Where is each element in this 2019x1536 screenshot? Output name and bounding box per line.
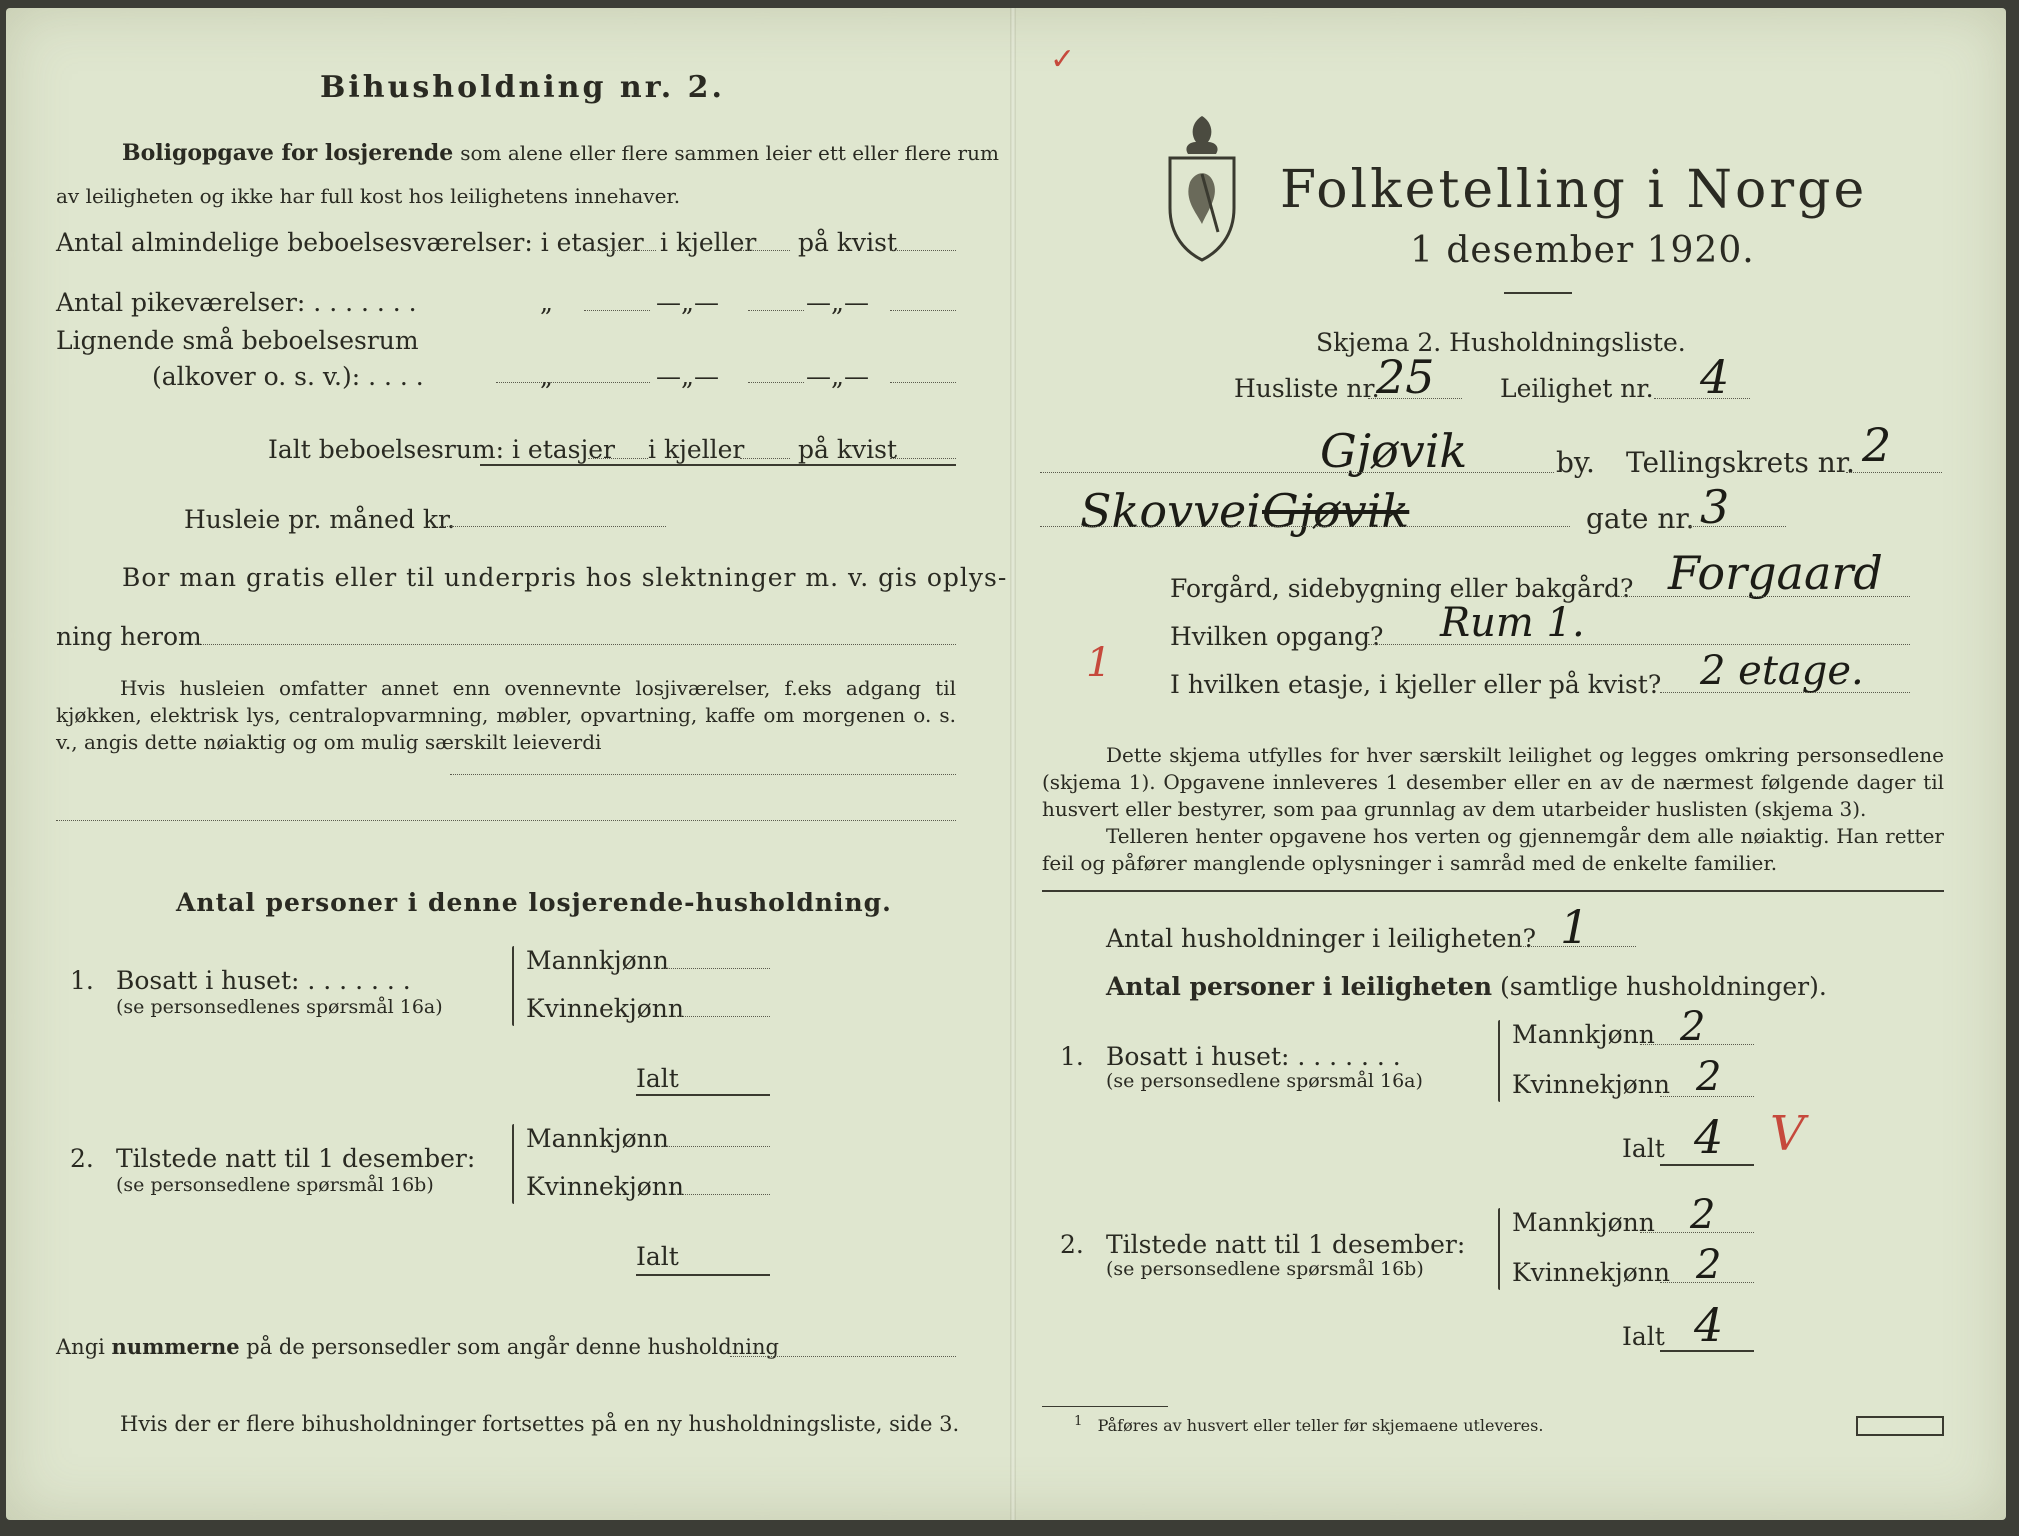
left-q2-mann-field[interactable] [656, 1146, 770, 1147]
leilighet-value[interactable]: 4 [1700, 350, 1730, 404]
left-q1-ialt-field[interactable] [636, 1094, 770, 1096]
gate-label: gate nr. [1586, 502, 1695, 535]
right-q1-kvinne-label: Kvinnekjønn [1512, 1070, 1670, 1099]
angi-text-2: på de personsedler som angår denne husholdning [246, 1335, 779, 1359]
ialt-rooms-label: Ialt beboelsesrum: i etasjer [268, 435, 616, 464]
left-q1-mann-field[interactable] [656, 968, 770, 969]
left-personer-heading: Antal personer i denne losjerende-husholdning. [176, 888, 892, 917]
gratis-field[interactable] [196, 644, 956, 645]
left-q2-ialt-field[interactable] [636, 1274, 770, 1276]
intro-line-1 [122, 140, 999, 166]
krets-label: Tellingskrets nr. [1626, 446, 1855, 479]
right-q2-sub: (se personsedlene spørsmål 16b) [1106, 1258, 1424, 1280]
title-rule [1504, 292, 1572, 294]
gate-struck-value: Gjøvik [1262, 484, 1410, 538]
right-q2-kvinne-field[interactable] [1660, 1282, 1754, 1283]
ialt-kjeller-label: i kjeller [648, 435, 745, 464]
right-q1-ialt-label: Ialt [1622, 1134, 1665, 1163]
rooms-kjeller-label: i kjeller [660, 228, 757, 257]
angi-bold: nummerne [111, 1334, 240, 1359]
right-q1-check: V [1770, 1106, 1805, 1162]
footnote-rule [1042, 1406, 1168, 1407]
left-q2-kvinne-label: Kvinnekjønn [526, 1172, 684, 1201]
gratis-line-2: ning herom [56, 622, 202, 651]
right-q1-ialt-value[interactable]: 4 [1694, 1110, 1724, 1164]
leieverdi-field-2[interactable] [56, 820, 956, 821]
ialt-kvist-label: på kvist [798, 435, 897, 464]
left-q1-ialt-label: Ialt [636, 1064, 679, 1093]
rooms-label: Antal almindelige beboelsesværelser: i etasjer [56, 228, 644, 257]
instr-rule [1042, 890, 1944, 892]
margin-check-mark: ✓ [1050, 42, 1076, 77]
pike-field-1[interactable] [584, 310, 650, 311]
left-q2-sub: (se personsedlene spørsmål 16b) [116, 1174, 434, 1196]
etasje-label: I hvilken etasje, i kjeller eller på kvist? [1170, 670, 1662, 699]
hush-field[interactable] [1514, 946, 1636, 947]
rooms-kjeller-field[interactable] [740, 250, 790, 251]
footnote-text: Påføres av husvert eller teller før skjemaene utleveres. [1097, 1416, 1544, 1436]
pike-label: Antal pikeværelser: . . . . . . . [56, 288, 417, 317]
by-field[interactable] [1040, 472, 1554, 473]
pers-heading [1106, 972, 1827, 1001]
opgang-label: Hvilken opgang? [1170, 622, 1384, 651]
opgang-field[interactable] [1368, 644, 1910, 645]
right-q2-ialt-field[interactable] [1660, 1350, 1754, 1352]
gate-nr-field[interactable] [1690, 526, 1786, 527]
pers-rest: (samtlige husholdninger). [1500, 972, 1827, 1001]
left-q2-num: 2. [70, 1144, 94, 1173]
margin-annotation: 1 [1086, 640, 1112, 686]
footnote-mark: 1 [1074, 1414, 1083, 1429]
left-q1-brace [512, 946, 514, 1026]
right-q1-brace [1498, 1020, 1500, 1102]
husleie-field[interactable] [440, 526, 666, 527]
intro-bold: Boligopgave for losjerende [122, 140, 454, 166]
hvis-paragraph: Hvis husleien omfatter annet enn ovennevnte losjiværelser, f.eks adgang til kjøkken, elektrisk lys, centralopvarmning, møbler, opvartning, kaffe om morgenen o. s. v., angis dette nøiaktig og om mulig særskilt leieverdi [56, 676, 956, 754]
schema-label: Skjema 2. Husholdningsliste. [1316, 328, 1686, 357]
leieverdi-field[interactable] [450, 774, 956, 775]
pers-bold: Antal personer i leiligheten [1106, 972, 1493, 1001]
right-q2-brace [1498, 1208, 1500, 1290]
gate-nr-value[interactable]: 3 [1700, 480, 1730, 534]
smaa-label-1: Lignende små beboelsesrum [56, 326, 419, 355]
rooms-etasjer-field[interactable] [586, 250, 656, 251]
forgaard-label: Forgård, sidebygning eller bakgård? [1170, 574, 1634, 603]
left-q2-brace [512, 1124, 514, 1204]
right-q1-ialt-field[interactable] [1660, 1164, 1754, 1166]
angi-field[interactable] [730, 1356, 956, 1357]
pike-field-3[interactable] [890, 310, 956, 311]
etasje-value[interactable]: 2 etage. [1700, 648, 1864, 694]
left-q2-ialt-label: Ialt [636, 1242, 679, 1271]
krets-value[interactable]: 2 [1862, 418, 1892, 472]
smaa-ditto-3: —„— [806, 362, 869, 391]
right-q2-ialt-value[interactable]: 4 [1694, 1298, 1724, 1352]
left-q1-num: 1. [70, 966, 94, 995]
right-q2-kvinne-value[interactable]: 2 [1696, 1242, 1722, 1288]
leilighet-field[interactable] [1654, 398, 1750, 399]
ialt-kvist-field[interactable] [890, 458, 956, 459]
forgaard-value[interactable]: Forgaard [1668, 546, 1883, 600]
center-fold [1010, 8, 1016, 1520]
husliste-value[interactable]: 25 [1376, 350, 1435, 404]
right-q2-ialt-label: Ialt [1622, 1322, 1665, 1351]
smaa-field-2[interactable] [748, 382, 804, 383]
by-value[interactable]: Gjøvik [1320, 424, 1468, 478]
left-q1-mann-label: Mannkjønn [526, 946, 669, 975]
left-q1-kvinne-label: Kvinnekjønn [526, 994, 684, 1023]
right-q2-mann-value[interactable]: 2 [1690, 1192, 1716, 1238]
right-q1-num: 1. [1060, 1042, 1084, 1071]
opgang-value[interactable]: Rum 1. [1440, 600, 1585, 646]
instr-paragraph-2: Telleren henter opgavene hos verten og gjennemgår dem alle nøiaktig. Han retter feil og påfører manglende oplysninger i samråd med de enkelte familier. [1042, 824, 1944, 875]
pike-field-2[interactable] [748, 310, 804, 311]
krets-field[interactable] [1846, 472, 1942, 473]
intro-line-2: av leiligheten og ikke har full kost hos leilighetens innehaver. [56, 184, 681, 208]
intro-rest: som alene eller flere sammen leier ett eller flere rum [460, 141, 999, 165]
left-q2-kvinne-field[interactable] [674, 1194, 770, 1195]
rooms-kvist-field[interactable] [890, 250, 956, 251]
footnote [1074, 1414, 1543, 1435]
smaa-label-2: (alkover o. s. v.): . . . . [152, 362, 424, 391]
right-date: 1 desember 1920. [1410, 230, 1755, 271]
ialt-kjeller-field[interactable] [740, 458, 790, 459]
pike-ditto-1: „ [540, 288, 553, 317]
smaa-ditto-1: „ [540, 362, 553, 391]
forgaard-field[interactable] [1608, 596, 1910, 597]
right-q1-mann-label: Mannkjønn [1512, 1020, 1655, 1049]
ialt-underline [480, 464, 956, 466]
hush-label: Antal husholdninger i leiligheten? [1106, 924, 1537, 953]
by-label: by. [1556, 446, 1595, 479]
right-q2-mann-label: Mannkjønn [1512, 1208, 1655, 1237]
right-q2-mann-field[interactable] [1640, 1232, 1754, 1233]
right-q2-kvinne-label: Kvinnekjønn [1512, 1258, 1670, 1287]
flere-note: Hvis der er flere bihusholdninger fortsettes på en ny husholdningsliste, side 3. [120, 1412, 960, 1436]
angi-line [56, 1334, 779, 1359]
smaa-ditto-2: —„— [656, 362, 719, 391]
left-q1-sub: (se personsedlenes spørsmål 16a) [116, 996, 443, 1018]
instr-paragraph-1: Dette skjema utfylles for hver særskilt leilighet og legges omkring personsedlene (skjema 1). Opgavene innleveres 1 desember eller en av de nærmest følgende dager til husvert eller bestyrer, som paa grunnlag av dem utarbeider huslisten (skjema 3). [1042, 743, 1944, 821]
right-q2-num: 2. [1060, 1230, 1084, 1259]
ialt-etasjer-field[interactable] [588, 458, 648, 459]
pike-ditto-3: —„— [806, 288, 869, 317]
left-title: Bihusholdning nr. 2. [320, 70, 725, 105]
etasje-field[interactable] [1660, 692, 1910, 693]
right-q2-label: Tilstede natt til 1 desember: [1106, 1230, 1466, 1259]
gratis-line-1: Bor man gratis eller til underpris hos slektninger m. v. gis oplys- [122, 563, 1008, 592]
right-q1-kvinne-value[interactable]: 2 [1696, 1054, 1722, 1100]
rooms-kvist-label: på kvist [798, 228, 897, 257]
right-q1-mann-value[interactable]: 2 [1680, 1004, 1706, 1050]
husliste-field[interactable] [1368, 398, 1462, 399]
husleie-label: Husleie pr. måned kr. [184, 505, 456, 534]
husliste-label: Husliste nr. [1234, 374, 1380, 403]
smaa-field-3[interactable] [890, 382, 956, 383]
norway-coat-of-arms [1162, 112, 1242, 266]
hush-value[interactable]: 1 [1560, 900, 1590, 954]
angi-text-1: Angi [56, 1335, 105, 1359]
printer-stamp [1856, 1416, 1944, 1436]
gate-field[interactable] [1040, 526, 1570, 527]
smaa-field-1[interactable] [496, 382, 650, 383]
right-q1-sub: (se personsedlene spørsmål 16a) [1106, 1070, 1423, 1092]
left-q2-label: Tilstede natt til 1 desember: [116, 1144, 476, 1173]
pike-ditto-2: —„— [656, 288, 719, 317]
left-q1-kvinne-field[interactable] [674, 1016, 770, 1017]
gate-value[interactable]: Skovvei [1080, 484, 1261, 538]
leilighet-label: Leilighet nr. [1500, 374, 1654, 403]
right-q1-mann-field[interactable] [1640, 1044, 1754, 1045]
right-title: Folketelling i Norge [1280, 160, 1868, 220]
right-q1-kvinne-field[interactable] [1660, 1096, 1754, 1097]
left-q2-mann-label: Mannkjønn [526, 1124, 669, 1153]
right-q1-label: Bosatt i huset: . . . . . . . [1106, 1042, 1401, 1071]
left-q1-label: Bosatt i huset: . . . . . . . [116, 966, 411, 995]
